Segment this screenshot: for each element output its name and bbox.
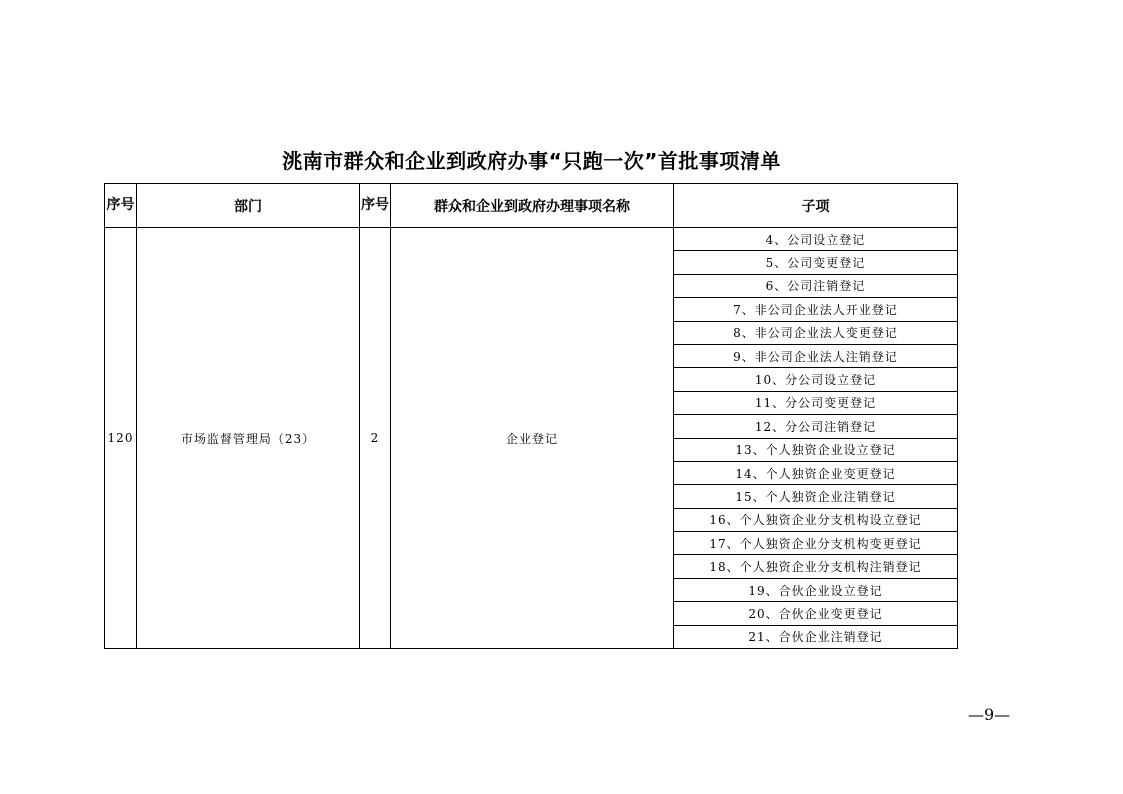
header-department: 部门	[137, 184, 360, 228]
sub-item-cell: 20、合伙企业变更登记	[674, 602, 958, 625]
cell-item-name: 企业登记	[391, 228, 674, 649]
sub-item-cell: 18、个人独资企业分支机构注销登记	[674, 555, 958, 578]
header-item-name: 群众和企业到政府办理事项名称	[391, 184, 674, 228]
sub-item-cell: 19、合伙企业设立登记	[674, 578, 958, 601]
sub-item-cell: 17、个人独资企业分支机构变更登记	[674, 532, 958, 555]
sub-item-cell: 6、公司注销登记	[674, 274, 958, 297]
sub-item-cell: 5、公司变更登记	[674, 251, 958, 274]
header-row	[105, 184, 958, 228]
sub-item-cell: 14、个人独资企业变更登记	[674, 461, 958, 484]
sub-item-cell: 11、分公司变更登记	[674, 391, 958, 414]
items-table	[104, 183, 958, 649]
sub-item-cell: 13、个人独资企业设立登记	[674, 438, 958, 461]
cell-item-seq: 2	[360, 228, 391, 649]
sub-item-cell: 8、非公司企业法人变更登记	[674, 321, 958, 344]
document-title: 洮南市群众和企业到政府办事“只跑一次”首批事项清单	[282, 149, 781, 173]
sub-item-cell: 7、非公司企业法人开业登记	[674, 298, 958, 321]
sub-item-cell: 9、非公司企业法人注销登记	[674, 344, 958, 367]
table-row	[105, 228, 958, 251]
cell-seq: 120	[105, 228, 137, 649]
sub-item-cell: 15、个人独资企业注销登记	[674, 485, 958, 508]
sub-item-cell: 4、公司设立登记	[674, 228, 958, 251]
header-seq: 序号	[105, 184, 137, 228]
sub-item-cell: 12、分公司注销登记	[674, 415, 958, 438]
cell-department: 市场监督管理局（23）	[137, 228, 360, 649]
header-item-seq: 序号	[360, 184, 391, 228]
sub-item-cell: 10、分公司设立登记	[674, 368, 958, 391]
page-number: —9—	[968, 705, 1011, 724]
sub-item-cell: 21、合伙企业注销登记	[674, 625, 958, 648]
header-sub-items: 子项	[674, 184, 958, 228]
sub-item-cell: 16、个人独资企业分支机构设立登记	[674, 508, 958, 531]
